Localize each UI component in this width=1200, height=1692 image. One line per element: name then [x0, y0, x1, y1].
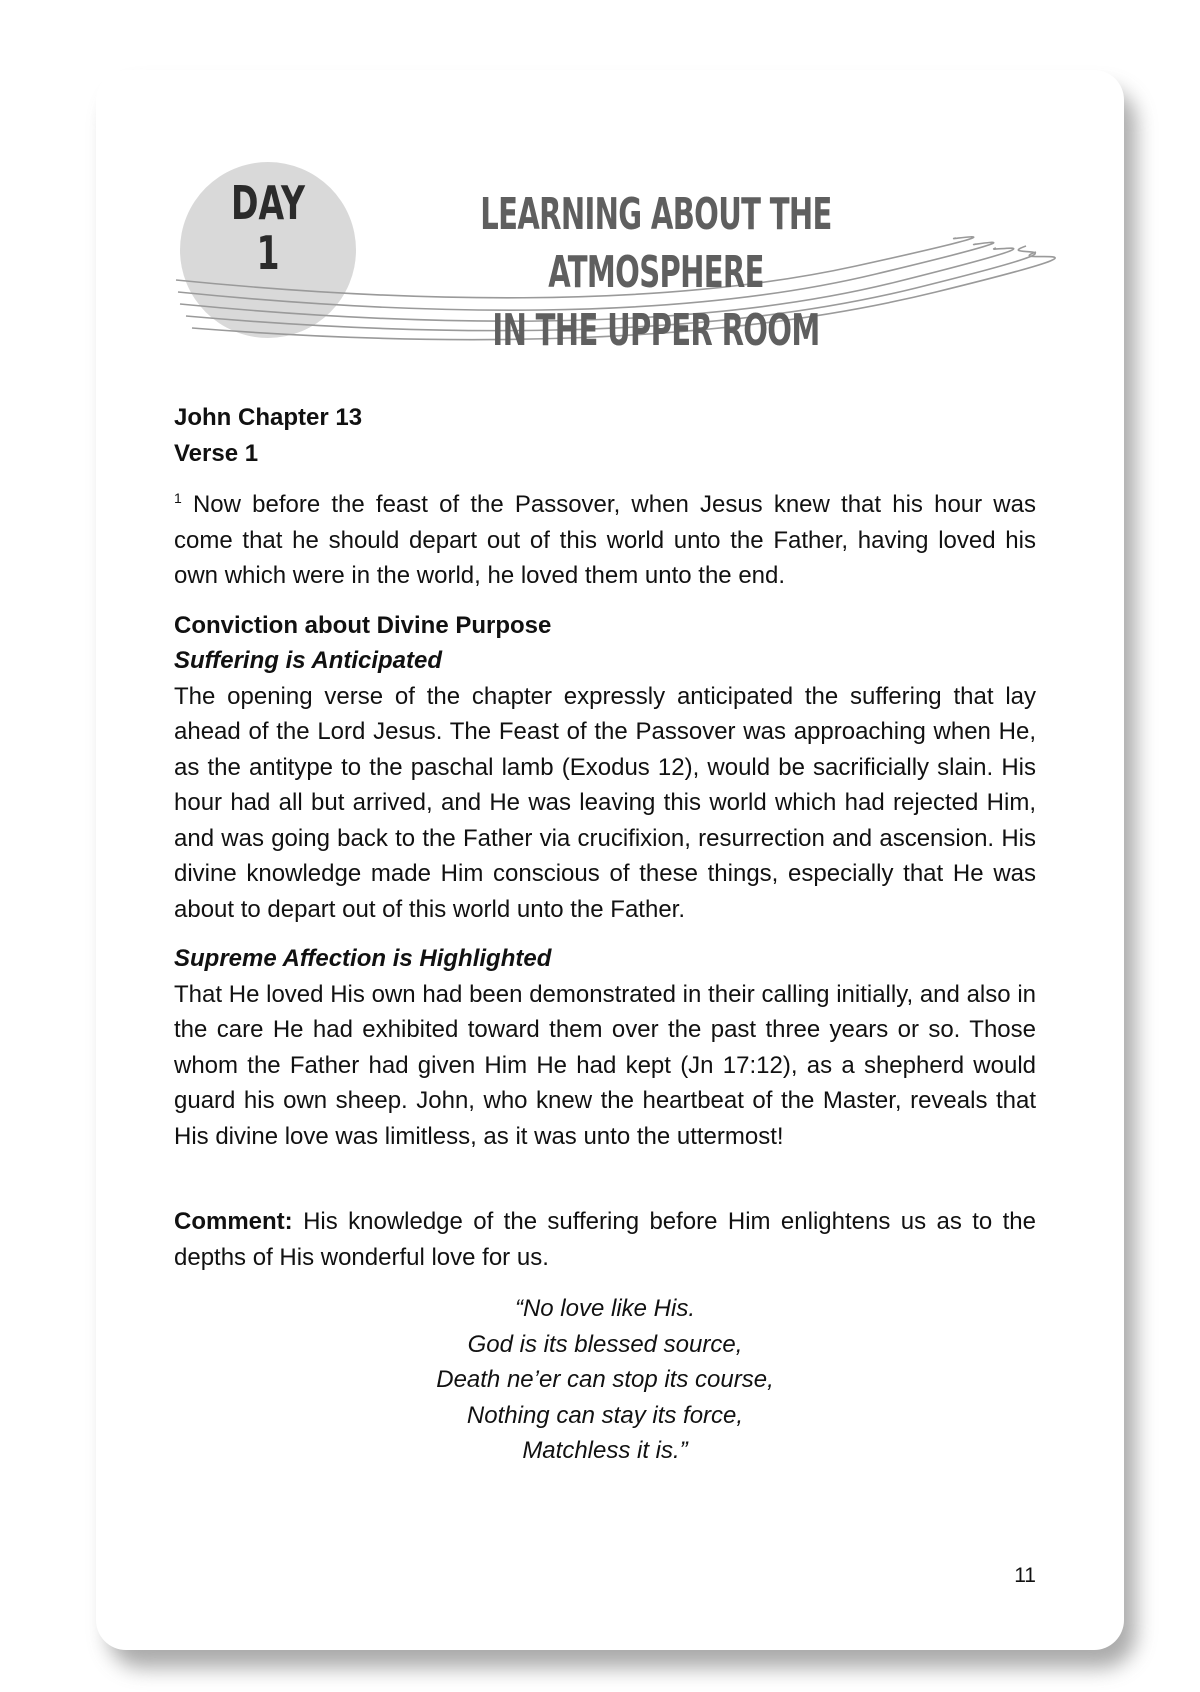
verse-reference: Verse 1 — [174, 439, 259, 467]
poem-line: God is its blessed source, — [467, 1330, 743, 1358]
subheading-affection: Supreme Affection is Highlighted — [174, 945, 552, 972]
day-header — [96, 70, 1124, 390]
comment-label: Comment: — [174, 1208, 293, 1235]
book-reference: John Chapter 13 — [174, 404, 363, 431]
day-label: DAY — [231, 176, 305, 230]
page-content — [174, 400, 1036, 1469]
day-badge — [205, 178, 332, 278]
comment-paragraph — [174, 1204, 1036, 1275]
poem-line: “No love like His. — [514, 1295, 696, 1322]
day-number: 1 — [256, 226, 280, 280]
comment-text: His knowledge of the suffering before Him enlightens us as to the depths of His wonderful love for us. — [174, 1208, 1036, 1271]
title-line-1: LEARNING ABOUT THE ATMOSPHERE — [480, 189, 832, 298]
poem-line: Nothing can stay its force, — [466, 1401, 744, 1429]
section-heading: Conviction about Divine Purpose — [174, 611, 552, 639]
poem-quote — [174, 1291, 1036, 1469]
scripture-verse — [174, 487, 1036, 594]
title-line-2: IN THE UPPER ROOM — [492, 305, 820, 356]
verse-number: 1 — [174, 490, 182, 506]
poem-line: Death ne’er can stop its course, — [436, 1366, 774, 1393]
chapter-title — [385, 186, 926, 360]
verse-text: Now before the feast of the Passover, when Jesus knew that his hour was come that he should depart out of this world unto the Father, having loved his own which were in the world, he loved them unto the end. — [174, 491, 1036, 589]
paragraph-suffering: The opening verse of the chapter expressly anticipated the suffering that lay ahead of the Lord Jesus. The Feast of the Passover was approaching when He, as the antitype to the paschal lamb (Exodus 12), would be sacrificially slain. His hour had all but arrived, and He was leaving this world which had rejected Him, and was going back to the Father via crucifixion, resurrection and ascension. His divine knowledge made Him conscious of these things, especially that He was about to depart out of this world unto the Father. — [174, 682, 1036, 923]
poem-line: Matchless it is.” — [522, 1437, 688, 1464]
subheading-suffering: Suffering is Anticipated — [174, 647, 443, 674]
paragraph-affection: That He loved His own had been demonstrated in their calling initially, and also in the care He had exhibited toward them over the past three years or so. Those whom the Father had given Him He had kept (Jn 17:12), as a shepherd would guard his own sheep. John, who knew the heartbeat of the Master, reveals that His divine love was limitless, as it was unto the uttermost! — [174, 980, 1036, 1150]
book-page — [96, 70, 1124, 1650]
page-number: 11 — [1014, 1564, 1036, 1587]
